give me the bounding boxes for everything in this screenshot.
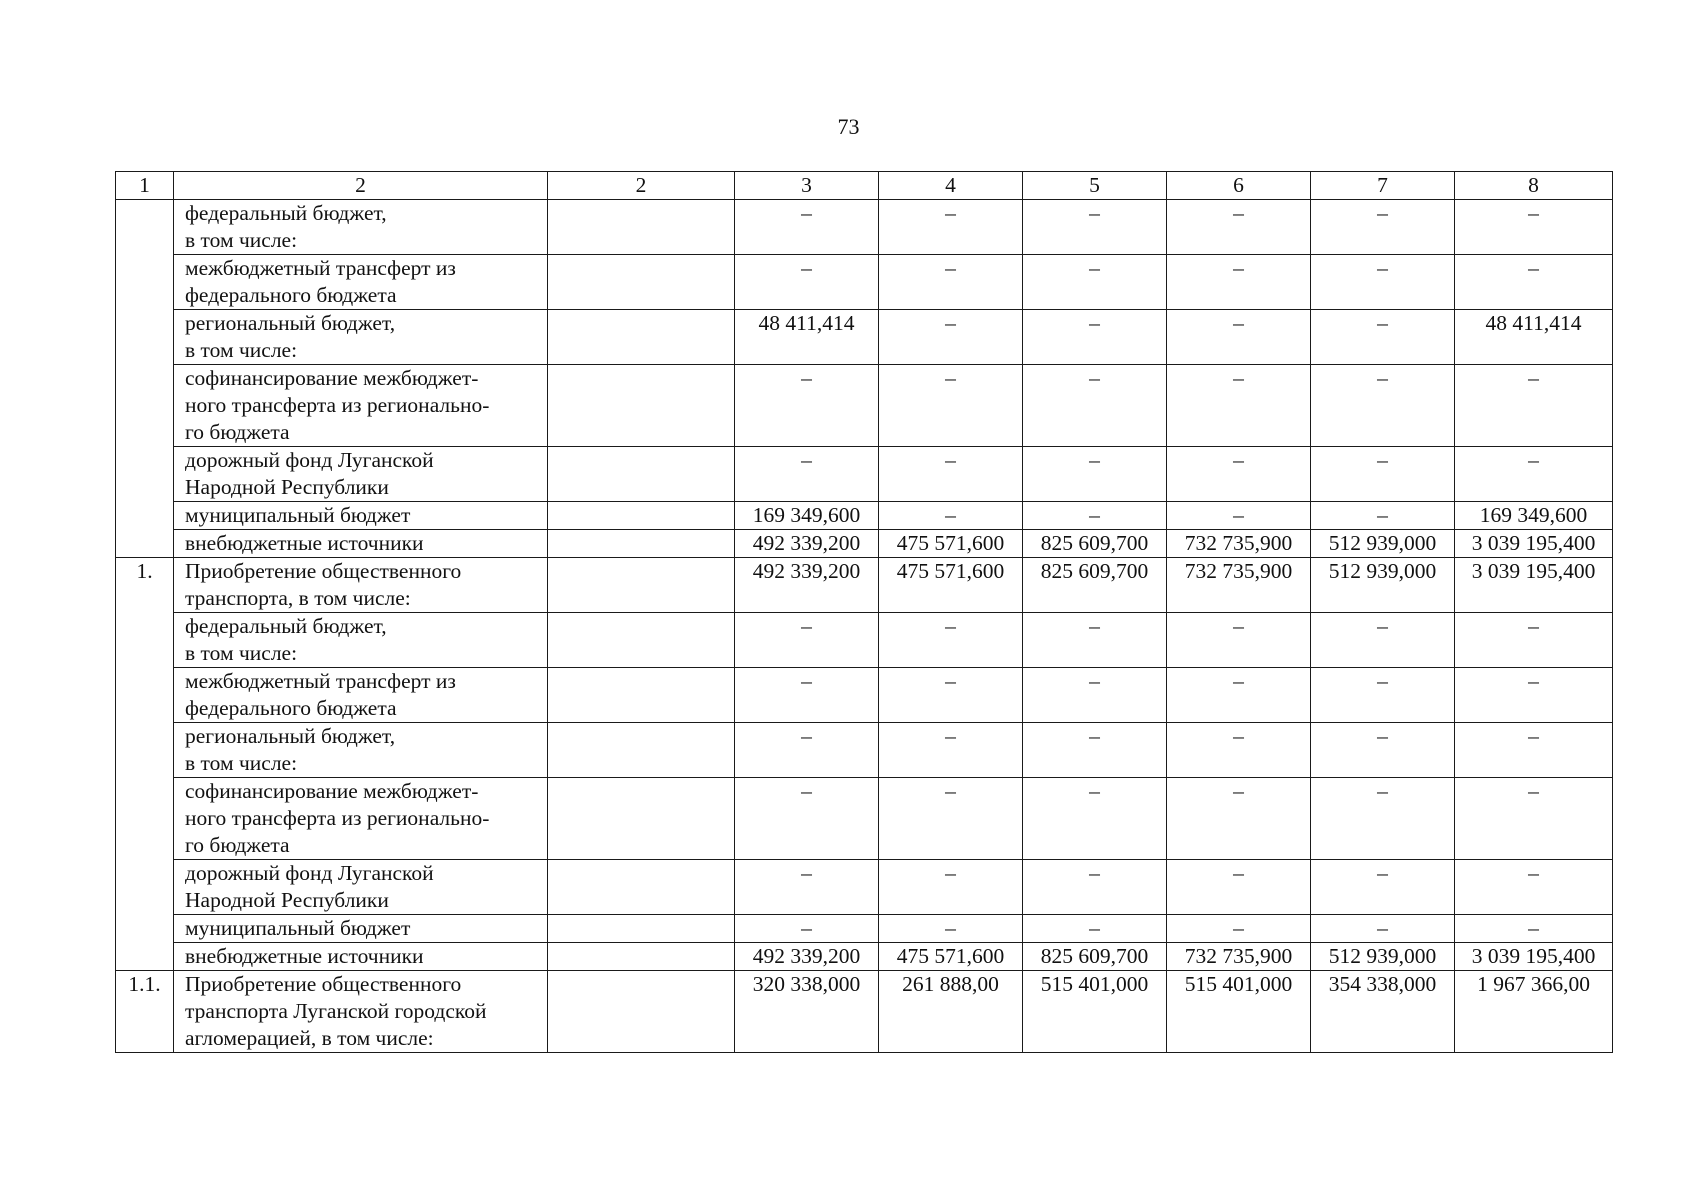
value-cell: 825 609,700 xyxy=(1023,558,1167,613)
value-cell: 3 039 195,400 xyxy=(1455,530,1613,558)
empty-cell xyxy=(548,502,735,530)
value-cell: – xyxy=(879,502,1023,530)
row-label-line: агломерацией, в том числе: xyxy=(185,1026,434,1050)
table-row xyxy=(116,200,1613,255)
row-label-line: го бюджета xyxy=(185,833,290,857)
empty-cell xyxy=(548,530,735,558)
row-label xyxy=(174,365,548,447)
value-cell: – xyxy=(1455,860,1613,915)
value-cell: – xyxy=(1023,668,1167,723)
financing-table xyxy=(115,171,1613,1053)
row-label xyxy=(174,860,548,915)
row-label xyxy=(174,915,548,943)
value-cell: – xyxy=(1167,613,1311,668)
value-cell: – xyxy=(1167,915,1311,943)
value-cell: – xyxy=(879,860,1023,915)
table-row xyxy=(116,310,1613,365)
row-label-line: муниципальный бюджет xyxy=(185,503,411,527)
table-row xyxy=(116,915,1613,943)
value-cell: 320 338,000 xyxy=(735,971,879,1053)
row-label xyxy=(174,502,548,530)
table-row xyxy=(116,778,1613,860)
row-label xyxy=(174,530,548,558)
empty-cell xyxy=(548,778,735,860)
empty-cell xyxy=(548,613,735,668)
row-label xyxy=(174,971,548,1053)
row-label-line: Приобретение общественного xyxy=(185,972,462,996)
empty-cell xyxy=(548,447,735,502)
row-label xyxy=(174,310,548,365)
value-cell: – xyxy=(735,668,879,723)
row-label xyxy=(174,668,548,723)
value-cell: 475 571,600 xyxy=(879,530,1023,558)
value-cell: – xyxy=(1167,447,1311,502)
value-cell: – xyxy=(1311,200,1455,255)
row-label xyxy=(174,613,548,668)
header-cell: 7 xyxy=(1311,172,1455,200)
value-cell: 512 939,000 xyxy=(1311,558,1455,613)
value-cell: – xyxy=(1167,668,1311,723)
value-cell: 261 888,00 xyxy=(879,971,1023,1053)
value-cell: – xyxy=(1455,778,1613,860)
table-row xyxy=(116,860,1613,915)
row-label-line: в том числе: xyxy=(185,338,298,362)
value-cell: – xyxy=(879,200,1023,255)
value-cell: – xyxy=(1311,723,1455,778)
value-cell: – xyxy=(1167,310,1311,365)
value-cell: – xyxy=(1167,200,1311,255)
header-cell: 4 xyxy=(879,172,1023,200)
row-label-line: в том числе: xyxy=(185,751,298,775)
value-cell: 515 401,000 xyxy=(1023,971,1167,1053)
header-cell: 1 xyxy=(116,172,174,200)
value-cell: – xyxy=(1455,723,1613,778)
value-cell: 732 735,900 xyxy=(1167,558,1311,613)
row-number xyxy=(116,200,174,558)
value-cell: 825 609,700 xyxy=(1023,530,1167,558)
value-cell: 512 939,000 xyxy=(1311,943,1455,971)
header-cell: 6 xyxy=(1167,172,1311,200)
row-label xyxy=(174,778,548,860)
value-cell: – xyxy=(879,723,1023,778)
table-row xyxy=(116,613,1613,668)
value-cell: – xyxy=(1167,365,1311,447)
empty-cell xyxy=(548,915,735,943)
row-label xyxy=(174,558,548,613)
row-label-line: внебюджетные источники xyxy=(185,531,424,555)
empty-cell xyxy=(548,365,735,447)
value-cell: 515 401,000 xyxy=(1167,971,1311,1053)
row-label-line: дорожный фонд Луганской xyxy=(185,861,434,885)
row-number: 1. xyxy=(116,558,174,971)
value-cell: – xyxy=(1455,668,1613,723)
value-cell: – xyxy=(1167,723,1311,778)
value-cell: – xyxy=(1023,778,1167,860)
value-cell: – xyxy=(1023,255,1167,310)
empty-cell xyxy=(548,200,735,255)
value-cell: 475 571,600 xyxy=(879,558,1023,613)
row-label-line: ного трансферта из регионально- xyxy=(185,806,490,830)
value-cell: 825 609,700 xyxy=(1023,943,1167,971)
value-cell: – xyxy=(1023,502,1167,530)
table-row xyxy=(116,971,1613,1053)
row-label-line: региональный бюджет, xyxy=(185,311,396,335)
table-row xyxy=(116,502,1613,530)
table-header-row xyxy=(116,172,1613,200)
empty-cell xyxy=(548,943,735,971)
header-cell: 3 xyxy=(735,172,879,200)
value-cell: – xyxy=(1311,613,1455,668)
value-cell: – xyxy=(735,915,879,943)
value-cell: – xyxy=(1023,915,1167,943)
value-cell: – xyxy=(1311,502,1455,530)
value-cell: 3 039 195,400 xyxy=(1455,558,1613,613)
value-cell: 512 939,000 xyxy=(1311,530,1455,558)
table-row xyxy=(116,255,1613,310)
header-cell: 2 xyxy=(174,172,548,200)
value-cell: 1 967 366,00 xyxy=(1455,971,1613,1053)
value-cell: – xyxy=(1023,310,1167,365)
value-cell: – xyxy=(879,668,1023,723)
value-cell: – xyxy=(879,255,1023,310)
row-label-line: транспорта Луганской городской xyxy=(185,999,487,1023)
row-label-line: федерального бюджета xyxy=(185,696,397,720)
row-label-line: внебюджетные источники xyxy=(185,944,424,968)
value-cell: 475 571,600 xyxy=(879,943,1023,971)
row-number: 1.1. xyxy=(116,971,174,1053)
row-label-line: региональный бюджет, xyxy=(185,724,396,748)
value-cell: 492 339,200 xyxy=(735,558,879,613)
row-label xyxy=(174,200,548,255)
value-cell: – xyxy=(1311,365,1455,447)
row-label-line: софинансирование межбюджет- xyxy=(185,779,479,803)
value-cell: – xyxy=(1023,447,1167,502)
empty-cell xyxy=(548,310,735,365)
page-number: 73 xyxy=(837,114,860,139)
empty-cell xyxy=(548,558,735,613)
value-cell: – xyxy=(1455,255,1613,310)
value-cell: – xyxy=(1023,723,1167,778)
value-cell: – xyxy=(1167,778,1311,860)
value-cell: 3 039 195,400 xyxy=(1455,943,1613,971)
value-cell: – xyxy=(1023,860,1167,915)
row-label-line: ного трансферта из регионально- xyxy=(185,393,490,417)
value-cell: 492 339,200 xyxy=(735,530,879,558)
empty-cell xyxy=(548,723,735,778)
value-cell: – xyxy=(879,915,1023,943)
value-cell: – xyxy=(1023,613,1167,668)
value-cell: – xyxy=(879,365,1023,447)
row-label-line: Народной Республики xyxy=(185,888,389,912)
value-cell: 492 339,200 xyxy=(735,943,879,971)
table-row xyxy=(116,723,1613,778)
value-cell: – xyxy=(735,613,879,668)
value-cell: – xyxy=(1311,778,1455,860)
value-cell: 48 411,414 xyxy=(1455,310,1613,365)
value-cell: – xyxy=(735,778,879,860)
value-cell: 732 735,900 xyxy=(1167,943,1311,971)
value-cell: – xyxy=(1455,915,1613,943)
value-cell: – xyxy=(879,778,1023,860)
value-cell: – xyxy=(879,613,1023,668)
value-cell: – xyxy=(735,723,879,778)
row-label xyxy=(174,943,548,971)
empty-cell xyxy=(548,668,735,723)
row-label-line: в том числе: xyxy=(185,228,298,252)
value-cell: 169 349,600 xyxy=(1455,502,1613,530)
value-cell: – xyxy=(879,447,1023,502)
row-label-line: межбюджетный трансферт из xyxy=(185,256,456,280)
table-row xyxy=(116,668,1613,723)
row-label-line: Приобретение общественного xyxy=(185,559,462,583)
value-cell: – xyxy=(1023,365,1167,447)
value-cell: – xyxy=(735,860,879,915)
row-label-line: муниципальный бюджет xyxy=(185,916,411,940)
row-label-line: софинансирование межбюджет- xyxy=(185,366,479,390)
row-label-line: федеральный бюджет, xyxy=(185,614,387,638)
header-cell: 2 xyxy=(548,172,735,200)
table-row xyxy=(116,558,1613,613)
table-row xyxy=(116,943,1613,971)
value-cell: – xyxy=(1167,860,1311,915)
value-cell: – xyxy=(1023,200,1167,255)
header-cell: 5 xyxy=(1023,172,1167,200)
value-cell: – xyxy=(735,365,879,447)
value-cell: – xyxy=(1167,502,1311,530)
row-label xyxy=(174,255,548,310)
table-row xyxy=(116,365,1613,447)
value-cell: 732 735,900 xyxy=(1167,530,1311,558)
value-cell: 354 338,000 xyxy=(1311,971,1455,1053)
table-body xyxy=(116,172,1613,1053)
value-cell: – xyxy=(735,255,879,310)
empty-cell xyxy=(548,860,735,915)
row-label-line: дорожный фонд Луганской xyxy=(185,448,434,472)
value-cell: – xyxy=(879,310,1023,365)
value-cell: – xyxy=(735,200,879,255)
row-label xyxy=(174,447,548,502)
empty-cell xyxy=(548,971,735,1053)
value-cell: – xyxy=(1311,310,1455,365)
table-row xyxy=(116,447,1613,502)
value-cell: – xyxy=(1311,915,1455,943)
value-cell: – xyxy=(735,447,879,502)
row-label-line: федеральный бюджет, xyxy=(185,201,387,225)
value-cell: – xyxy=(1311,860,1455,915)
header-cell: 8 xyxy=(1455,172,1613,200)
row-label-line: го бюджета xyxy=(185,420,290,444)
row-label-line: межбюджетный трансферт из xyxy=(185,669,456,693)
value-cell: – xyxy=(1311,255,1455,310)
value-cell: – xyxy=(1455,200,1613,255)
value-cell: 48 411,414 xyxy=(735,310,879,365)
row-label xyxy=(174,723,548,778)
value-cell: – xyxy=(1167,255,1311,310)
table-row xyxy=(116,530,1613,558)
row-label-line: в том числе: xyxy=(185,641,298,665)
value-cell: 169 349,600 xyxy=(735,502,879,530)
value-cell: – xyxy=(1455,613,1613,668)
value-cell: – xyxy=(1455,447,1613,502)
row-label-line: Народной Республики xyxy=(185,475,389,499)
row-label-line: транспорта, в том числе: xyxy=(185,586,411,610)
value-cell: – xyxy=(1455,365,1613,447)
empty-cell xyxy=(548,255,735,310)
value-cell: – xyxy=(1311,668,1455,723)
value-cell: – xyxy=(1311,447,1455,502)
row-label-line: федерального бюджета xyxy=(185,283,397,307)
